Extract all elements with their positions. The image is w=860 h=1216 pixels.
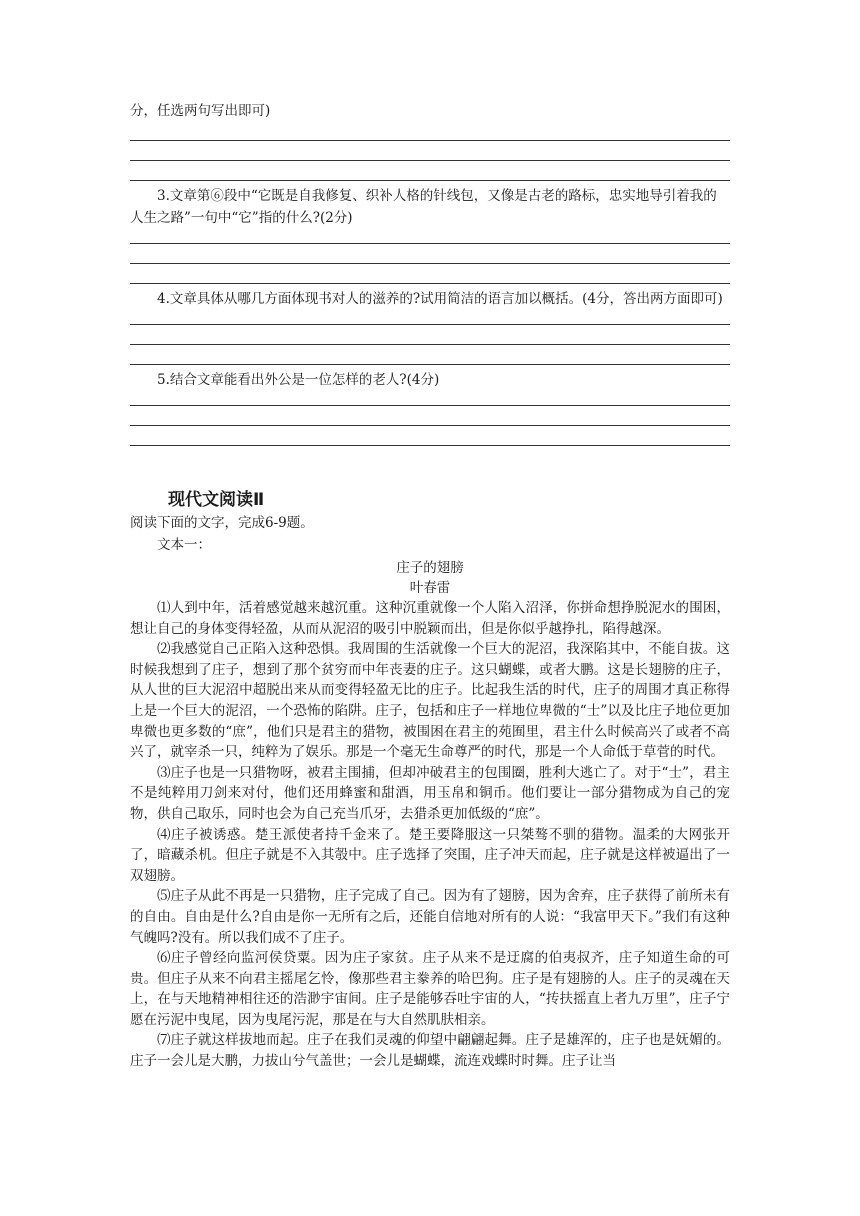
article-paragraph: ⑴人到中年，活着感觉越来越沉重。这种沉重就像一个人陷入沼泽，你拼命想挣脱泥水的围困，想让自己的身体变得轻盈，从而从泥沼的吸引中脱颖而出，但是你似乎越挣扎，陷得越深。	[130, 600, 730, 637]
answer-line	[130, 283, 730, 284]
question-5: 5.结合文章能看出外公是一位怎样的老人?(4分)	[157, 372, 440, 388]
question-4: 4.文章具体从哪几方面体现书对人的滋养的?试用简洁的语言加以概括。(4分，答出两方面即可)	[157, 291, 723, 307]
article-paragraph: ⑷庄子被诱惑。楚王派使者持千金来了。楚王要降服这一只桀骜不驯的猎物。温柔的大网张开了，暗藏杀机。但庄子就是不入其彀中。庄子选择了突围，庄子冲天而起，庄子就是这样被逼出了一双翅膀。	[130, 826, 730, 884]
article-author: 叶春雷	[409, 580, 451, 596]
document-page	[130, 100, 730, 1072]
article-paragraph: ⑺庄子就这样拔地而起。庄子在我们灵魂的仰望中翩翩起舞。庄子是雄浑的，庄子也是妩媚的。庄子一会儿是大鹏，力拔山兮气盖世；一会儿是蝴蝶，流连戏蝶时时舞。庄子让当	[130, 1032, 730, 1070]
instruction: 阅读下面的文字，完成6-9题。	[130, 515, 314, 531]
article-paragraph: ⑶庄子也是一只猎物呀，被君主围捕，但却冲破君主的包围圈，胜利大逃亡了。对于“士”，君主不是纯粹用刀剑来对付，他们还用蜂蜜和甜酒，用玉帛和铜币。他们要让一部分猎物成为自己的宠物，供自己取乐，同时也会为自己充当爪牙，去猎杀更加低级的“庶”。	[130, 764, 730, 822]
answer-line	[130, 364, 730, 365]
answer-line	[130, 180, 730, 181]
section-title: 现代文阅读Ⅱ	[168, 490, 265, 510]
article-paragraph: ⑸庄子从此不再是一只猎物，庄子完成了自己。因为有了翅膀，因为舍弃，庄子获得了前所未有的自由。自由是什么?自由是你一无所有之后，还能自信地对所有的人说：“我富甲天下。”我们有这种气魄吗?没有。所以我们成不了庄子。	[130, 888, 730, 946]
article-paragraph: ⑹庄子曾经向监河侯贷粟。因为庄子家贫。庄子从来不是迂腐的伯夷叔齐，庄子知道生命的可贵。但庄子从来不向君主摇尾乞怜，像那些君主豢养的哈巴狗。庄子是有翅膀的人。庄子的灵魂在天上，在与天地精神相往还的浩渺宇宙间。庄子是能够吞吐宇宙的人，“抟扶摇直上者九万里”，庄子宁愿在污泥中曳尾，因为曳尾污泥，那是在与大自然肌肤相亲。	[130, 950, 730, 1028]
article-title: 庄子的翅膀	[396, 560, 464, 576]
question-2-tail: 分，任选两句写出即可)	[130, 103, 271, 119]
article-paragraph: ⑵我感觉自己正陷入这种恐惧。我周围的生活就像一个巨大的泥沼，我深陷其中，不能自拔。这时候我想到了庄子，想到了那个贫穷而中年丧妻的庄子。这只蝴蝶，或者大鹏。这是长翅膀的庄子，从人世的巨大泥沼中超脱出来从而变得轻盈无比的庄子。比起我生活的时代，庄子的周围才真正称得上是一个巨大的泥沼，一个恐怖的陷阱。庄子，包括和庄子一样地位卑微的“士”以及比庄子地位更加卑微也更多数的“庶”，他们只是君主的猎物，被围困在君主的苑囿里，君主什么时候高兴了或者不高兴了，就宰杀一只，纯粹为了娱乐。那是一个毫无生命尊严的时代，那是一个人命低于草菅的时代。	[130, 641, 730, 761]
text-label: 文本一：	[157, 537, 211, 553]
question-3: 3.文章第⑥段中“它既是自我修复、织补人格的针线包，又像是古老的路标，忠实地导引着我的人生之路”一句中“它”指的什么?(2分)	[130, 188, 717, 226]
